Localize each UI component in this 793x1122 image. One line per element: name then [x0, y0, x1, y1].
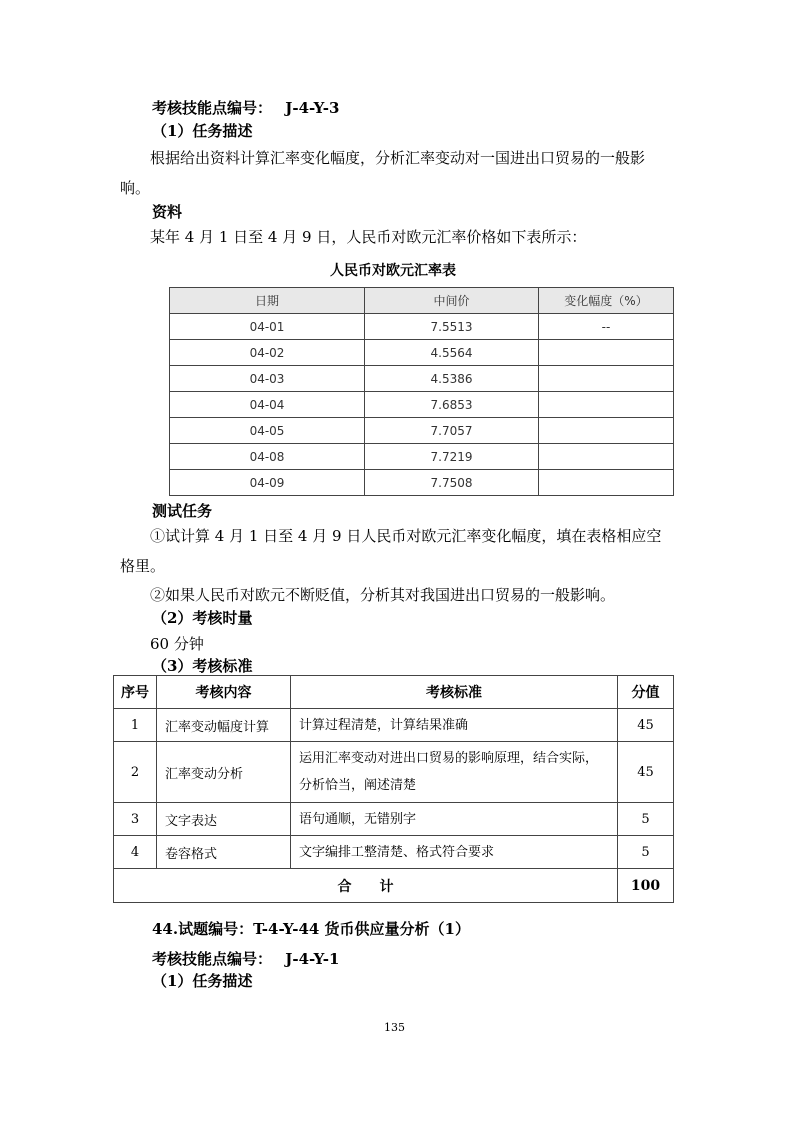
skill-point-code: J-4-Y-3: [285, 99, 340, 117]
cell-mid: 7.7508: [365, 470, 539, 496]
cell-standard: 文字编排工整清楚、格式符合要求: [291, 836, 618, 869]
cell-date: 04-08: [170, 444, 365, 470]
table-row: [114, 803, 674, 836]
task-2: ②如果人民币对欧元不断贬值，分析其对我国进出口贸易的一般影响。: [150, 586, 616, 604]
total-row: [114, 869, 674, 903]
cell-change: [539, 418, 674, 444]
cell-content: 文字表达: [157, 803, 291, 836]
cell-change: [539, 340, 674, 366]
skill-point-label: 考核技能点编号：: [152, 99, 273, 117]
cell-no: 1: [114, 709, 157, 742]
section-task-description-title: （1）任务描述: [152, 122, 253, 140]
cell-mid: 4.5386: [365, 366, 539, 392]
cell-date: 04-04: [170, 392, 365, 418]
cell-no: 4: [114, 836, 157, 869]
cell-score: 45: [618, 709, 674, 742]
table-row: [114, 709, 674, 742]
cell-mid: 7.7057: [365, 418, 539, 444]
cell-date: 04-03: [170, 366, 365, 392]
total-label: 合 计: [114, 869, 618, 903]
table-row: [170, 470, 674, 496]
description-line-2: 响。: [120, 179, 151, 197]
header-standard: 考核标准: [291, 676, 618, 709]
skill-point-label: 考核技能点编号：: [152, 950, 273, 968]
table-row: [170, 340, 674, 366]
cell-change: --: [539, 314, 674, 340]
table-row: [170, 392, 674, 418]
cell-change: [539, 444, 674, 470]
rate-table-header-row: [170, 288, 674, 314]
score-table-header-row: [114, 676, 674, 709]
skill-point-heading: [152, 97, 339, 118]
table-row: [114, 836, 674, 869]
header-score: 分值: [618, 676, 674, 709]
skill-point-heading-2: [152, 948, 339, 969]
cell-standard: [291, 742, 618, 803]
cell-date: 04-01: [170, 314, 365, 340]
header-date: 日期: [170, 288, 365, 314]
cell-date: 04-05: [170, 418, 365, 444]
task-1-line-1: ①试计算 4 月 1 日至 4 月 9 日人民币对欧元汇率变化幅度，填在表格相应空: [150, 527, 662, 545]
table-row: [170, 444, 674, 470]
description-line-1: 根据给出资料计算汇率变化幅度，分析汇率变动对一国进出口贸易的一般影: [150, 149, 646, 167]
cell-mid: 7.5513: [365, 314, 539, 340]
standard-line: 运用汇率变动对进出口贸易的影响原理，结合实际，: [299, 751, 599, 766]
rate-table-caption: 人民币对欧元汇率表: [330, 263, 456, 279]
cell-standard: 语句通顺，无错别字: [291, 803, 618, 836]
score-table: [113, 675, 674, 903]
cell-date: 04-02: [170, 340, 365, 366]
section-task-description-title-2: （1）任务描述: [152, 972, 253, 990]
section-standard-title: （3）考核标准: [152, 657, 253, 675]
cell-change: [539, 470, 674, 496]
cell-score: 5: [618, 803, 674, 836]
header-no: 序号: [114, 676, 157, 709]
skill-point-code: J-4-Y-1: [285, 950, 340, 968]
test-task-title: 测试任务: [152, 502, 213, 520]
cell-change: [539, 366, 674, 392]
cell-no: 3: [114, 803, 157, 836]
table-row: [114, 742, 674, 803]
header-mid-price: 中间价: [365, 288, 539, 314]
total-score: 100: [618, 869, 674, 903]
cell-score: 45: [618, 742, 674, 803]
page-number: 135: [384, 1021, 405, 1034]
cell-mid: 7.6853: [365, 392, 539, 418]
table-row: [170, 418, 674, 444]
table-row: [170, 314, 674, 340]
rate-table: [169, 287, 674, 496]
cell-date: 04-09: [170, 470, 365, 496]
section-duration-title: （2）考核时量: [152, 609, 253, 627]
table-row: [170, 366, 674, 392]
cell-mid: 7.7219: [365, 444, 539, 470]
cell-change: [539, 392, 674, 418]
cell-content: 卷容格式: [157, 836, 291, 869]
question-title: 44.试题编号：T-4-Y-44 货币供应量分析（1）: [152, 920, 470, 938]
material-title: 资料: [152, 203, 183, 221]
standard-line: 分析恰当，阐述清楚: [299, 778, 417, 793]
cell-score: 5: [618, 836, 674, 869]
header-content: 考核内容: [157, 676, 291, 709]
cell-mid: 4.5564: [365, 340, 539, 366]
cell-standard: 计算过程清楚，计算结果准确: [291, 709, 618, 742]
material-text: 某年 4 月 1 日至 4 月 9 日，人民币对欧元汇率价格如下表所示：: [150, 228, 587, 246]
header-change: 变化幅度（%）: [539, 288, 674, 314]
cell-no: 2: [114, 742, 157, 803]
cell-content: 汇率变动分析: [157, 742, 291, 803]
cell-content: 汇率变动幅度计算: [157, 709, 291, 742]
task-1-line-2: 格里。: [120, 557, 166, 575]
duration-value: 60 分钟: [150, 635, 204, 653]
